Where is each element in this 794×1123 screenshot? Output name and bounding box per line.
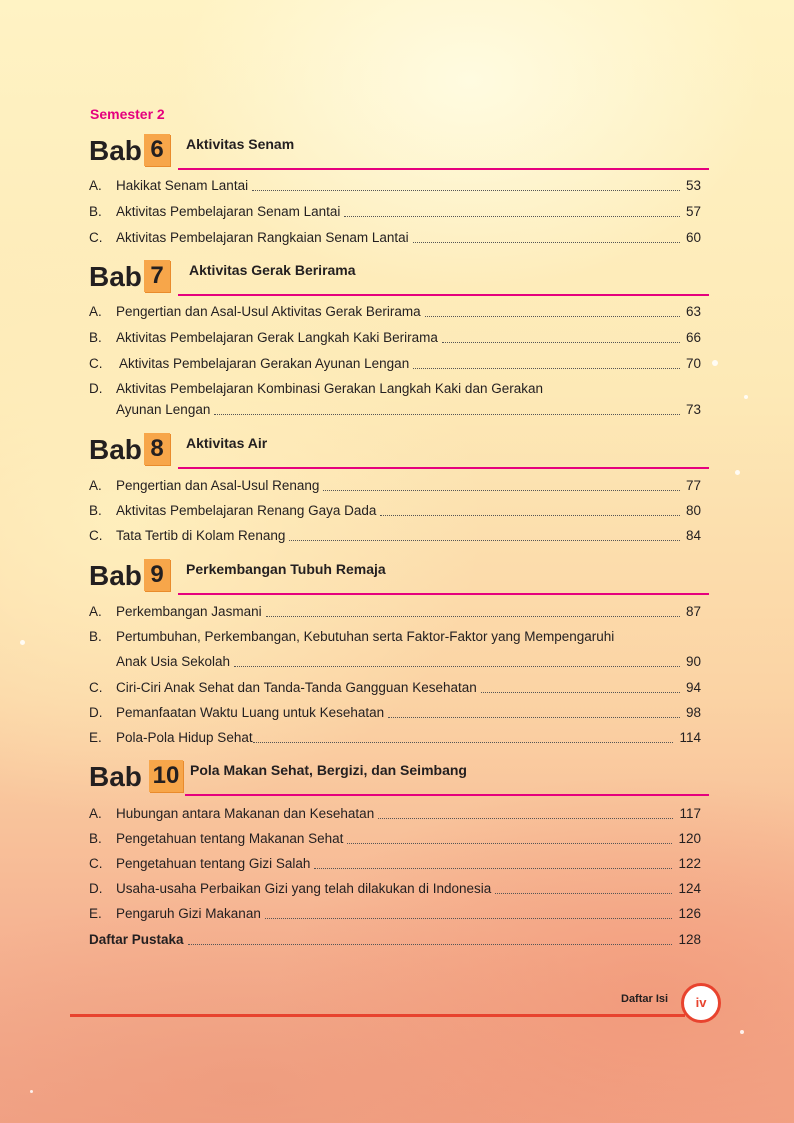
sparkle-decoration	[744, 395, 748, 399]
entry-text: Hakikat Senam Lantai	[116, 178, 249, 193]
entry-text: Pengertian dan Asal-Usul Aktivitas Gerak Berirama	[116, 304, 421, 319]
chapter-rule	[178, 593, 709, 595]
toc-entry[interactable]	[89, 627, 701, 673]
bibliography-text: Daftar Pustaka	[89, 932, 184, 947]
chapter-rule	[178, 467, 709, 469]
entry-letter: A.	[89, 478, 102, 493]
entry-letter: B.	[89, 629, 102, 644]
entry-letter: A.	[89, 304, 102, 319]
entry-text: Perkembangan Jasmani	[116, 604, 262, 619]
entry-page: 77	[685, 478, 701, 493]
entry-text: Pengertian dan Asal-Usul Renang	[116, 478, 320, 493]
dot-leader	[266, 615, 680, 617]
entry-letter: D.	[89, 881, 103, 896]
dot-leader	[380, 514, 680, 516]
bab-word: Bab	[89, 261, 142, 292]
entry-text-line1: Aktivitas Pembelajaran Kombinasi Gerakan Langkah Kaki dan Gerakan	[116, 381, 543, 396]
entry-text: Ayunan Lengan	[116, 402, 211, 417]
sparkle-decoration	[740, 1030, 744, 1034]
entry-page: 66	[685, 330, 701, 345]
bibliography-page: 128	[678, 932, 701, 947]
entry-text-line1: Pertumbuhan, Perkembangan, Kebutuhan serta Faktor-Faktor yang Mempengaruhi	[116, 629, 615, 644]
dot-leader	[413, 241, 680, 243]
footer-rule	[70, 1014, 685, 1017]
dot-leader	[347, 842, 672, 844]
semester-heading: Semester 2	[90, 106, 165, 122]
dot-leader	[188, 943, 673, 945]
entry-text: Aktivitas Pembelajaran Senam Lantai	[116, 204, 341, 219]
chapter-rule	[178, 168, 709, 170]
entry-page: 53	[685, 178, 701, 193]
entry-letter: C.	[89, 230, 103, 245]
entry-page: 84	[685, 528, 701, 543]
entry-letter: E.	[89, 906, 102, 921]
entry-page: 90	[685, 654, 701, 669]
chapter-title: Aktivitas Air	[186, 435, 268, 451]
chapter-number: 8	[144, 433, 170, 465]
chapter-heading-9	[89, 559, 709, 593]
chapter-title: Aktivitas Senam	[186, 136, 295, 152]
chapter-heading-6	[89, 134, 709, 168]
entry-text: Ciri-Ciri Anak Sehat dan Tanda-Tanda Gangguan Kesehatan	[116, 680, 477, 695]
entry-text: Pengaruh Gizi Makanan	[116, 906, 261, 921]
entry-page: 80	[685, 503, 701, 518]
chapter-title: Aktivitas Gerak Berirama	[189, 262, 356, 278]
sparkle-decoration	[30, 1090, 33, 1093]
dot-leader	[253, 741, 674, 743]
dot-leader	[289, 539, 680, 541]
bab-word: Bab	[89, 560, 142, 591]
dot-leader	[323, 489, 680, 491]
sparkle-decoration	[20, 640, 25, 645]
chapter-title: Perkembangan Tubuh Remaja	[186, 561, 386, 577]
toc-entry-bibliography[interactable]	[89, 930, 701, 950]
chapter-number: 9	[144, 559, 170, 591]
chapter-heading-10	[89, 760, 709, 794]
entry-letter: C.	[89, 856, 103, 871]
entry-letter: B.	[89, 330, 102, 345]
bab-word: Bab	[89, 434, 142, 465]
chapter-heading-8	[89, 433, 709, 467]
dot-leader	[413, 367, 680, 369]
dot-leader	[344, 215, 680, 217]
entry-letter: A.	[89, 178, 102, 193]
dot-leader	[481, 691, 680, 693]
dot-leader	[378, 817, 673, 819]
entry-letter: A.	[89, 806, 102, 821]
sparkle-decoration	[735, 470, 740, 475]
entry-page: 114	[679, 730, 701, 745]
bab-word: Bab	[89, 135, 142, 166]
entry-text: Aktivitas Pembelajaran Gerakan Ayunan Lengan	[116, 356, 410, 371]
dot-leader	[265, 917, 673, 919]
page-number-badge: iv	[681, 983, 721, 1023]
entry-letter: B.	[89, 831, 102, 846]
dot-leader	[388, 716, 680, 718]
entry-text: Tata Tertib di Kolam Renang	[116, 528, 286, 543]
entry-page: 124	[678, 881, 701, 896]
entry-page: 73	[685, 402, 701, 417]
chapter-number: 7	[144, 260, 170, 292]
entry-text: Aktivitas Pembelajaran Renang Gaya Dada	[116, 503, 377, 518]
dot-leader	[214, 413, 680, 415]
chapter-number: 6	[144, 134, 170, 166]
entry-text: Aktivitas Pembelajaran Rangkaian Senam Lantai	[116, 230, 409, 245]
entry-letter: C.	[89, 356, 103, 371]
entry-page: 70	[685, 356, 701, 371]
dot-leader	[425, 315, 680, 317]
entry-text: Usaha-usaha Perbaikan Gizi yang telah dilakukan di Indonesia	[116, 881, 492, 896]
chapter-rule	[178, 294, 709, 296]
entry-text: Anak Usia Sekolah	[116, 654, 231, 669]
entry-page: 126	[678, 906, 701, 921]
entry-letter: D.	[89, 381, 103, 396]
entry-text: Pengetahuan tentang Makanan Sehat	[116, 831, 344, 846]
entry-page: 87	[685, 604, 701, 619]
dot-leader	[252, 189, 680, 191]
toc-entry[interactable]	[89, 379, 701, 421]
entry-page: 120	[678, 831, 701, 846]
entry-text: Hubungan antara Makanan dan Kesehatan	[116, 806, 375, 821]
entry-letter: C.	[89, 680, 103, 695]
entry-letter: D.	[89, 705, 103, 720]
entry-page: 57	[685, 204, 701, 219]
entry-page: 60	[685, 230, 701, 245]
dot-leader	[314, 867, 672, 869]
entry-page: 117	[679, 806, 701, 821]
dot-leader	[442, 341, 680, 343]
entry-text: Pemanfaatan Waktu Luang untuk Kesehatan	[116, 705, 385, 720]
entry-page: 63	[685, 304, 701, 319]
entry-page: 94	[685, 680, 701, 695]
dot-leader	[234, 665, 680, 667]
bab-word: Bab	[89, 761, 142, 792]
entry-letter: B.	[89, 503, 102, 518]
entry-text: Pola-Pola Hidup Sehat	[116, 730, 253, 745]
footer-label: Daftar Isi	[621, 993, 669, 1005]
chapter-heading-7	[89, 260, 709, 294]
entry-text: Pengetahuan tentang Gizi Salah	[116, 856, 311, 871]
entry-letter: E.	[89, 730, 102, 745]
chapter-title: Pola Makan Sehat, Bergizi, dan Seimbang	[190, 762, 467, 778]
entry-letter: C.	[89, 528, 103, 543]
entry-text: Aktivitas Pembelajaran Gerak Langkah Kaki Berirama	[116, 330, 438, 345]
chapter-number: 10	[149, 760, 183, 792]
entry-letter: B.	[89, 204, 102, 219]
entry-page: 122	[678, 856, 701, 871]
entry-page: 98	[685, 705, 701, 720]
sparkle-decoration	[712, 360, 718, 366]
chapter-rule	[185, 794, 709, 796]
entry-letter: A.	[89, 604, 102, 619]
dot-leader	[495, 892, 672, 894]
